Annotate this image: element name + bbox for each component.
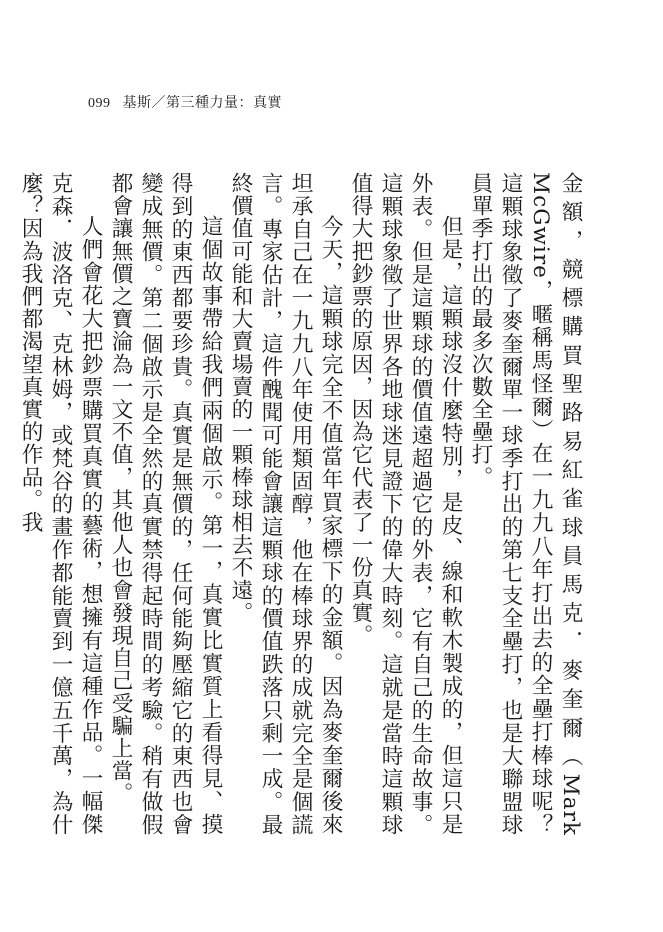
paragraph: 金額，競標購買聖路易紅雀球員馬克．麥奎爾（Mark McGwire，暱稱馬怪爾）在一九九八年打出去的全壘打棒球呢？這顆球象徵了麥奎爾單一球季打出的第七支全壘打，也是大聯盟球員單季打出的最多次數全壘打。: [468, 172, 583, 836]
running-header: [88, 92, 282, 112]
paragraph: 今天，這顆球完全不值當年買家標下的金額。因為麥奎爾後來坦承自己在一九九八年使用類固醇，他在棒球界的成就完全是個謊言。專家估計，這件醜聞可能會讓這顆球的價值跌落只剩一成。最終價值可能和大賣場賣的一顆棒球相去不遠。: [228, 172, 343, 836]
paragraph: 這個故事帶給我們兩個啟示。第一，真實比實質上看得見、摸得到的東西都要珍貴。真實是無價的，任何能夠壓縮它的東西也會變成無價。第二個啟示是全然的真實禁得起時間的考驗。稍有做假都會讓無價之寶淪為一文不值，其他人也會發現自己受騙上當。: [108, 172, 223, 836]
vertical-body-text: [18, 172, 585, 836]
paragraph: 人們會花大把鈔票購買真實的藝術，想擁有這種作品。一幅傑克森．波洛克、克林姆，或梵谷的畫作都能賣到一億五千萬，為什麼？因為我們都渴望真實的作品。我: [18, 172, 103, 836]
paragraph: 但是，這顆球沒什麼特別，是皮、線和軟木製成的，但這只是外表。但是這顆球的價值遠超過它的外表，它有自己的生命故事。這顆球象徵了世界各地球迷見證下的偉大時刻。這就是當時這顆球值得大把鈔票的原因，因為它代表了一份真實。: [348, 172, 463, 836]
page-number: 099: [88, 96, 111, 111]
running-title: 基斯／第三種力量：真實: [122, 95, 282, 111]
